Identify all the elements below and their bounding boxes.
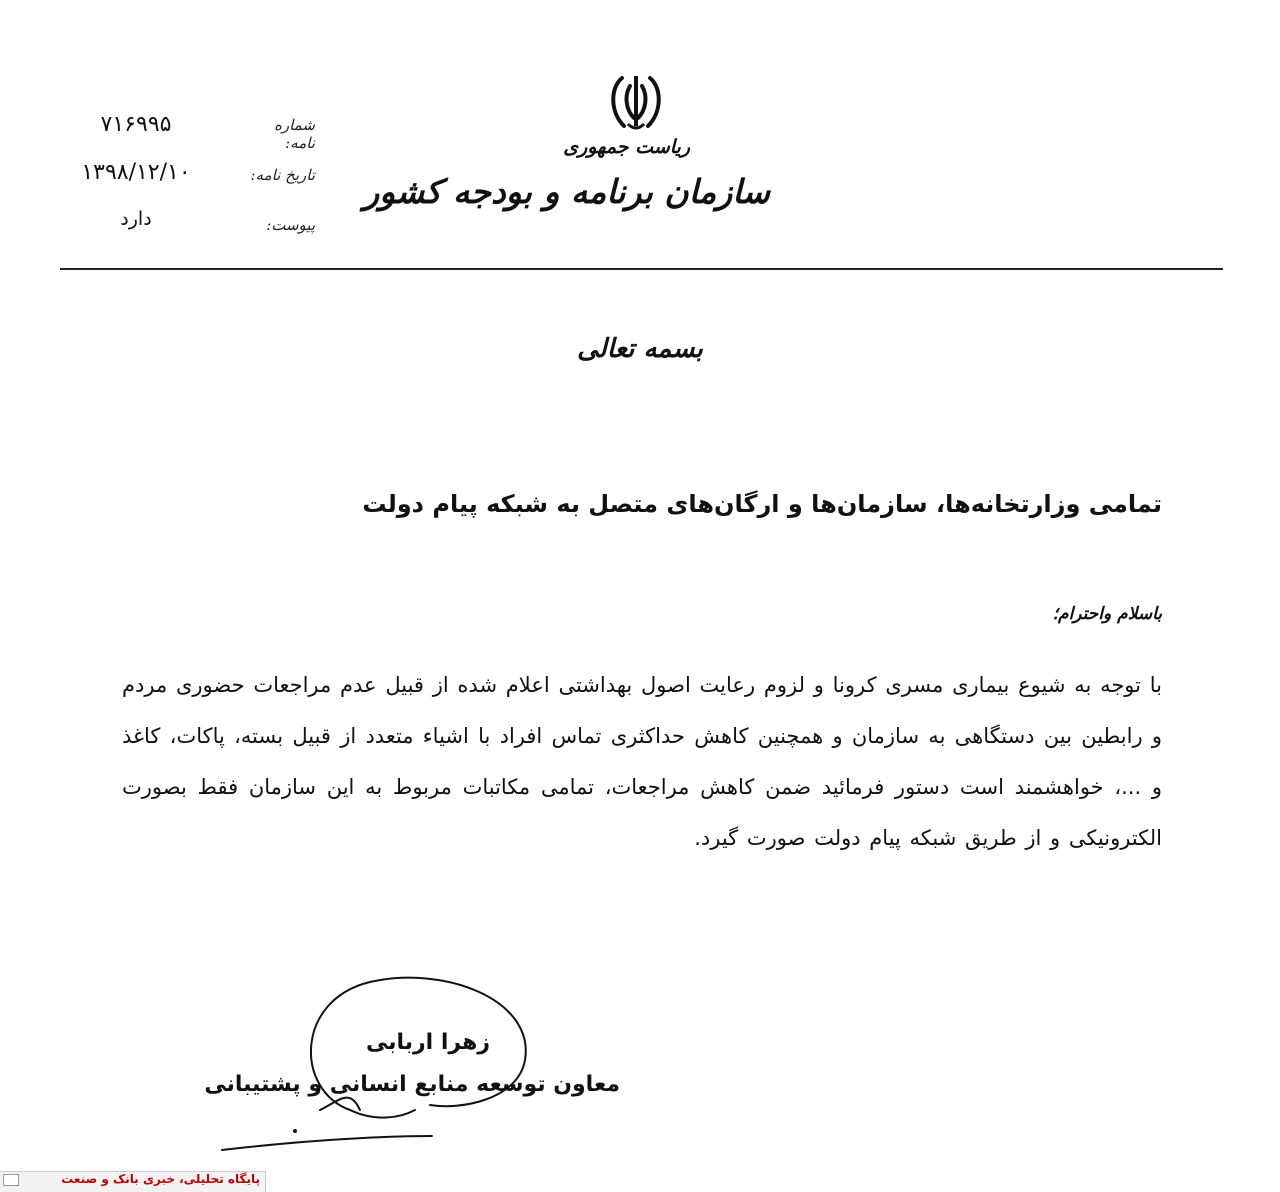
letter-number: ۷۱۶۹۹۵	[100, 112, 172, 137]
signer-title: معاون توسعه منابع انسانی و پشتیبانی	[204, 1072, 620, 1097]
organization-name: سازمان برنامه و بودجه کشور	[363, 172, 770, 211]
attachment-label: پیوست:	[266, 216, 315, 234]
presidency-title: ریاست جمهوری	[563, 136, 690, 158]
letter-number-label: شماره نامه:	[274, 116, 315, 152]
iran-emblem-icon	[604, 72, 668, 134]
date-label: تاریخ نامه:	[250, 166, 315, 184]
footer-watermark: پایگاه تحلیلی، خبری بانک و صنعت	[61, 1172, 260, 1186]
salutation: باسلام واحترام؛	[1052, 604, 1162, 624]
letter-date: ۱۳۹۸/۱۲/۱۰	[81, 160, 191, 185]
attachment-value: دارد	[120, 208, 152, 230]
invocation: بسمه تعالی	[577, 334, 703, 364]
addressee: تمامی وزارتخانه‌ها، سازمان‌ها و ارگان‌های متصل به شبکه پیام دولت	[362, 490, 1162, 518]
header-divider	[60, 268, 1223, 270]
image-icon	[3, 1174, 19, 1186]
signature-mark	[200, 960, 560, 1160]
signer-name: زهرا اربابی	[365, 1030, 490, 1055]
letter-body: با توجه به شیوع بیماری مسری کرونا و لزوم رعایت اصول بهداشتی اعلام شده از قبیل عدم مراجعات حضوری مردم و رابطین بین دستگاهی به سازمان و همچنین کاهش حداکثری تماس افراد با اشیاء متعدد از قبیل بسته، پاکات، کاغذ و ...، خواهشمند است دستور فرمائید ضمن کاهش مراجعات، تمامی مکاتبات مربوط به این سازمان فقط بصورت الکترونیکی و از طریق شبکه پیام دولت صورت گیرد.	[122, 673, 1162, 850]
